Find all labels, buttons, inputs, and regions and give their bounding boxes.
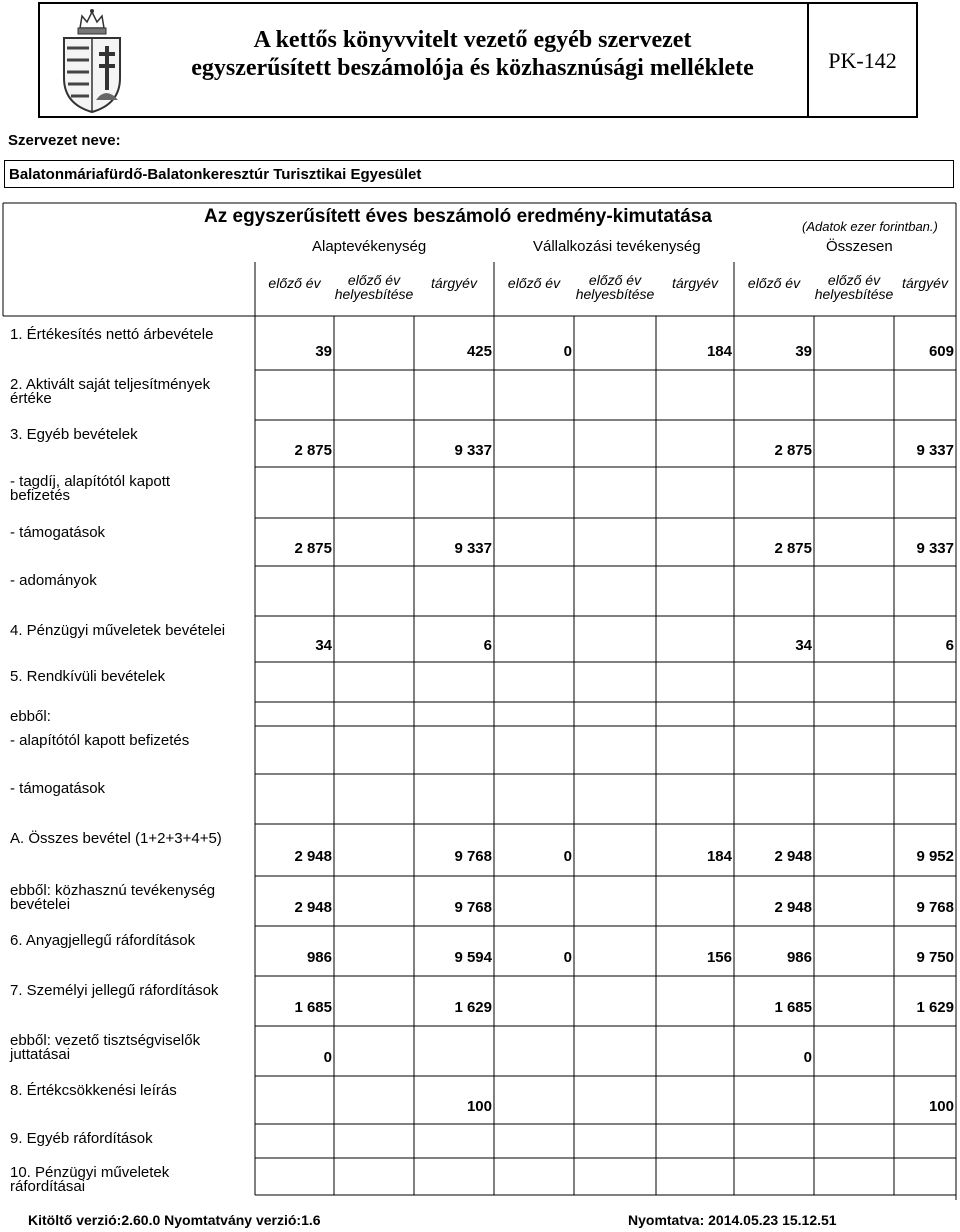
column-header [574,273,656,301]
row-label-line: 9. Egyéb ráfordítások [10,1130,153,1147]
cell-value[interactable]: 39 [795,343,812,360]
cell-value[interactable]: 184 [706,848,732,865]
cell-value[interactable]: 1 685 [774,999,812,1016]
cell-value[interactable]: 986 [306,949,332,966]
cell-value[interactable]: 6 [945,637,954,654]
units-note: (Adatok ezer forintban.) [802,219,938,234]
column-header-line-1: előző év [827,272,881,288]
title-line-2: egyszerűsített beszámolója és közhasznúsági melléklete [191,55,754,81]
row-label-line: bevételei [10,896,71,913]
table-title: Az egyszerűsített éves beszámoló eredmény-kimutatása [204,206,712,227]
column-header [814,273,894,301]
cell-value[interactable]: 0 [803,1049,812,1066]
row-label [10,378,255,406]
cell-value[interactable]: 156 [706,949,732,966]
row-label [10,1034,255,1062]
group-osszesen: Összesen [826,238,893,255]
cell-value[interactable]: 0 [323,1049,332,1066]
cell-value[interactable]: 9 337 [454,540,492,557]
cell-value[interactable]: 34 [795,637,812,654]
row-label-line: 8. Értékcsökkenési leírás [10,1082,177,1099]
row-label-line: ebből: [10,708,51,725]
row-label-line: 5. Rendkívüli bevételek [10,668,166,685]
row-label-line: 10. Pénzügyi műveletek [10,1164,170,1181]
cell-value[interactable]: 6 [483,637,492,654]
column-header-line-2: helyesbítése [575,286,655,302]
cell-value[interactable]: 100 [928,1098,954,1115]
row-label [10,710,255,724]
cell-value[interactable]: 425 [466,343,492,360]
row-label [10,428,255,442]
row-label [10,782,255,796]
row-label-line: ebből: közhasznú tevékenység [10,882,216,899]
row-label [10,475,255,503]
column-header-line-1: előző év [268,275,321,291]
column-header-line-1: tárgyév [431,275,477,291]
row-label-line: - adományok [10,572,97,589]
row-label-line: 3. Egyéb bevételek [10,426,138,443]
cell-value[interactable]: 2 948 [294,899,332,916]
row-label [10,884,255,912]
cell-value[interactable]: 2 948 [774,899,812,916]
cell-value[interactable]: 9 768 [916,899,954,916]
cell-value[interactable]: 34 [315,637,332,654]
cell-value[interactable]: 2 875 [774,540,812,557]
cell-value[interactable]: 2 948 [774,848,812,865]
cell-value[interactable]: 39 [315,343,332,360]
row-label-line: ebből: vezető tisztségviselők [10,1032,201,1049]
row-label-line: juttatásai [10,1046,71,1063]
cell-value[interactable]: 0 [563,343,572,360]
row-label [10,574,255,588]
row-label-line: 4. Pénzügyi műveletek bevételei [10,622,226,639]
row-label [10,1166,255,1194]
row-label-line: - támogatások [10,780,106,797]
row-label-line: - támogatások [10,524,106,541]
row-label [10,1084,255,1098]
row-label-line: - tagdíj, alapítótól kapott [10,473,171,490]
cell-value[interactable]: 9 952 [916,848,954,865]
organization-name: Balatonmáriafürdő-Balatonkeresztúr Turisztikai Egyesület [9,166,422,183]
cell-value[interactable]: 100 [466,1098,492,1115]
row-label-line: 1. Értékesítés nettó árbevétele [10,326,214,343]
row-label-line: befizetés [10,487,71,504]
cell-value[interactable]: 986 [786,949,812,966]
column-header [494,276,574,290]
row-label-line: 2. Aktivált saját teljesítmények [10,376,211,393]
cell-value[interactable]: 184 [706,343,732,360]
column-header [894,276,956,290]
column-header-line-2: helyesbítése [814,286,894,302]
cell-value[interactable]: 9 750 [916,949,954,966]
row-label [10,734,255,748]
column-header-line-1: előző év [747,275,801,291]
print-timestamp: Nyomtatva: 2014.05.23 15.12.51 [628,1212,837,1228]
cell-value[interactable]: 9 594 [454,949,492,966]
row-label-line: 7. Személyi jellegű ráfordítások [10,982,219,999]
cell-value[interactable]: 1 629 [454,999,492,1016]
row-label [10,984,255,998]
row-label [10,526,255,540]
column-header [734,276,814,290]
column-header [414,276,494,290]
column-header-line-2: helyesbítése [334,286,414,302]
cell-value[interactable]: 609 [928,343,954,360]
title-line-1: A kettős könyvvitelt vezető egyéb szervezet [253,27,692,53]
cell-value[interactable]: 9 337 [916,442,954,459]
row-label-line: - alapítótól kapott befizetés [10,732,190,749]
column-header-line-1: előző év [507,275,561,291]
cell-value[interactable]: 2 875 [294,540,332,557]
cell-value[interactable]: 0 [563,949,572,966]
cell-value[interactable]: 9 768 [454,899,492,916]
group-vallalkozasi-tevekenyseg: Vállalkozási tevékenység [533,238,701,255]
column-header-line-1: előző év [588,272,642,288]
column-header [255,276,334,290]
row-label [10,670,255,684]
row-label-line: A. Összes bevétel (1+2+3+4+5) [10,830,222,847]
row-label-line: értéke [10,390,52,407]
row-label-line: ráfordításai [10,1178,86,1195]
row-label [10,624,255,638]
group-alaptevekenyseg: Alaptevékenység [312,238,427,255]
cell-value[interactable]: 2 875 [294,442,332,459]
cell-value[interactable]: 9 337 [916,540,954,557]
column-header [334,273,414,301]
cell-value[interactable]: 9 337 [454,442,492,459]
form-code: PK-142 [828,48,897,73]
column-header-line-1: tárgyév [672,275,718,291]
cell-value[interactable]: 1 685 [294,999,332,1016]
row-label-line: 6. Anyagjellegű ráfordítások [10,932,196,949]
row-label [10,934,255,948]
cell-value[interactable]: 2 875 [774,442,812,459]
cell-value[interactable]: 9 768 [454,848,492,865]
cell-value[interactable]: 0 [563,848,572,865]
organization-label: Szervezet neve: [8,132,121,149]
row-label [10,1132,255,1146]
software-version: Kitöltő verzió:2.60.0 Nyomtatvány verzió:1.6 [28,1212,321,1228]
row-label [10,832,255,846]
row-label [10,328,255,342]
cell-value[interactable]: 1 629 [916,999,954,1016]
column-header [656,276,734,290]
cell-value[interactable]: 2 948 [294,848,332,865]
column-header-line-1: előző év [347,272,401,288]
column-header-line-1: tárgyév [902,275,948,291]
